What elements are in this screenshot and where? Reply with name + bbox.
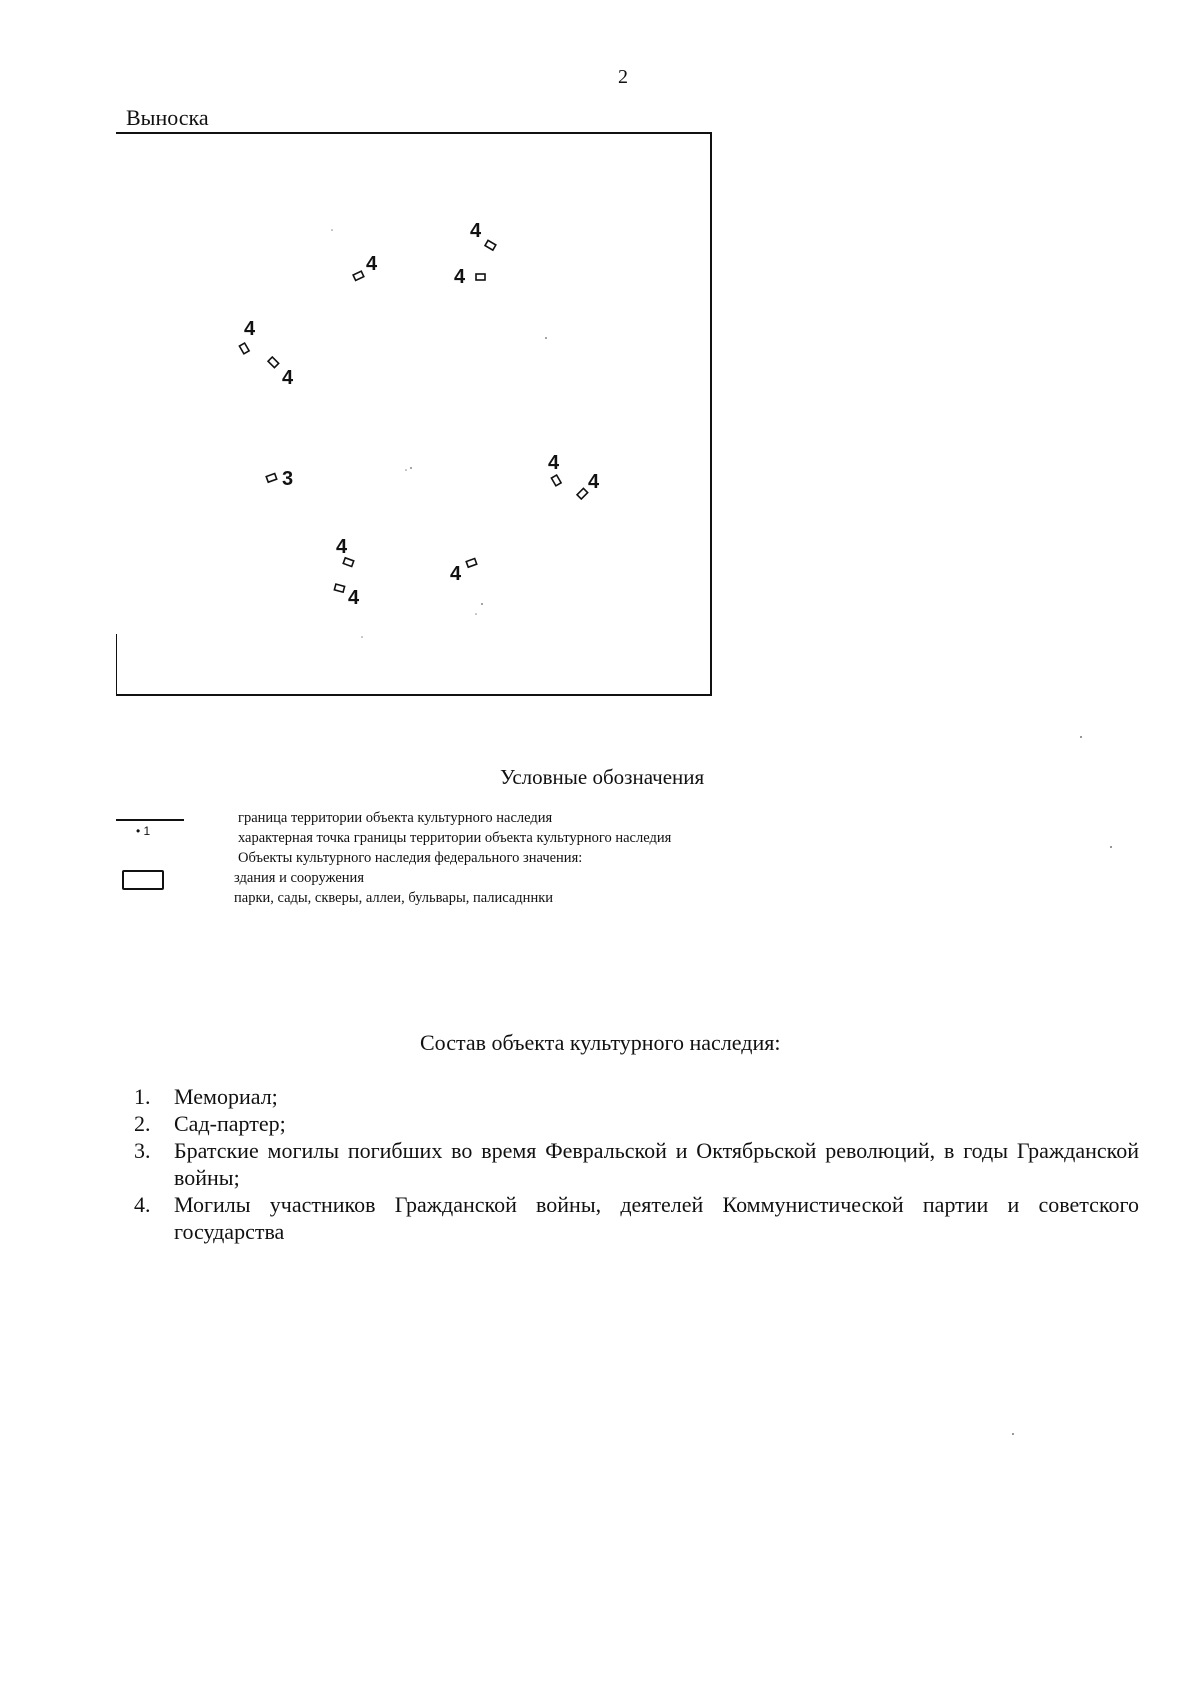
- map-label: 3: [282, 468, 294, 490]
- callout-map: [116, 132, 712, 696]
- map-label: 4: [450, 563, 462, 585]
- item-number: 3.: [134, 1138, 151, 1163]
- item-number: 4.: [134, 1192, 151, 1217]
- map-label: 4: [336, 536, 348, 558]
- scan-speck: [1012, 1433, 1014, 1435]
- grave-marker: [334, 584, 344, 592]
- legend: [116, 810, 816, 920]
- item-text: Могилы участников Гражданской войны, деятелей Коммунистической партии и советского государства: [174, 1192, 1139, 1244]
- legend-item: характерная точка границы территории объекта культурного наследия: [238, 830, 672, 846]
- item-text: Мемориал;: [174, 1084, 278, 1109]
- item-text: Братские могилы погибших во время Февральской и Октябрьской революций, в годы Гражданской войны;: [174, 1138, 1139, 1190]
- grave-marker: [268, 357, 279, 368]
- grave-marker: [239, 343, 249, 354]
- legend-item: парки, сады, скверы, аллеи, бульвары, палисадннки: [234, 890, 554, 906]
- composition-item: [134, 1191, 1139, 1245]
- legend-title: Условные обозначения: [500, 765, 705, 789]
- grave-marker: [551, 475, 561, 486]
- map-speck: [410, 467, 412, 469]
- map-label: 4: [366, 253, 378, 275]
- legend-item: граница территории объекта культурного наследия: [238, 810, 553, 826]
- map-label: 4: [348, 587, 360, 609]
- grave-marker: [343, 558, 354, 567]
- scan-speck: [1080, 736, 1082, 738]
- grave-marker: [353, 271, 364, 280]
- map-label: 4: [470, 220, 482, 242]
- item-text: Сад-партер;: [174, 1111, 286, 1136]
- grave-marker: [266, 473, 277, 482]
- legend-item: Объекты культурного наследия федерального значения:: [238, 850, 583, 866]
- composition-item: [134, 1110, 1139, 1137]
- map-label: 4: [548, 452, 560, 474]
- map-label: 4: [588, 471, 600, 493]
- grave-marker: [476, 274, 485, 280]
- boundary-line-symbol: [116, 819, 184, 821]
- map-label: 4: [454, 266, 466, 288]
- composition-item: [134, 1137, 1139, 1191]
- composition-list: [134, 1083, 1139, 1245]
- grave-marker: [485, 240, 496, 250]
- scan-speck: [1110, 846, 1112, 848]
- map-speck: [405, 469, 407, 471]
- grave-marker: [466, 558, 477, 567]
- building-symbol: [122, 870, 164, 890]
- map-speck: [475, 613, 477, 615]
- map-label: 4: [282, 367, 294, 389]
- map-speck: [331, 229, 333, 231]
- grave-marker: [577, 488, 588, 499]
- item-number: 1.: [134, 1084, 151, 1109]
- callout-title: Выноска: [126, 105, 209, 130]
- item-number: 2.: [134, 1111, 151, 1136]
- composition-title: Состав объекта культурного наследия:: [420, 1030, 781, 1055]
- callout-map-drawing: [116, 134, 712, 698]
- map-label: 4: [244, 318, 256, 340]
- page-number: 2: [618, 66, 628, 88]
- legend-item: здания и сооружения: [234, 870, 364, 886]
- map-speck: [545, 337, 547, 339]
- map-speck: [481, 603, 483, 605]
- composition-item: [134, 1083, 1139, 1110]
- map-speck: [361, 636, 363, 638]
- boundary-point-symbol: • 1: [136, 824, 151, 838]
